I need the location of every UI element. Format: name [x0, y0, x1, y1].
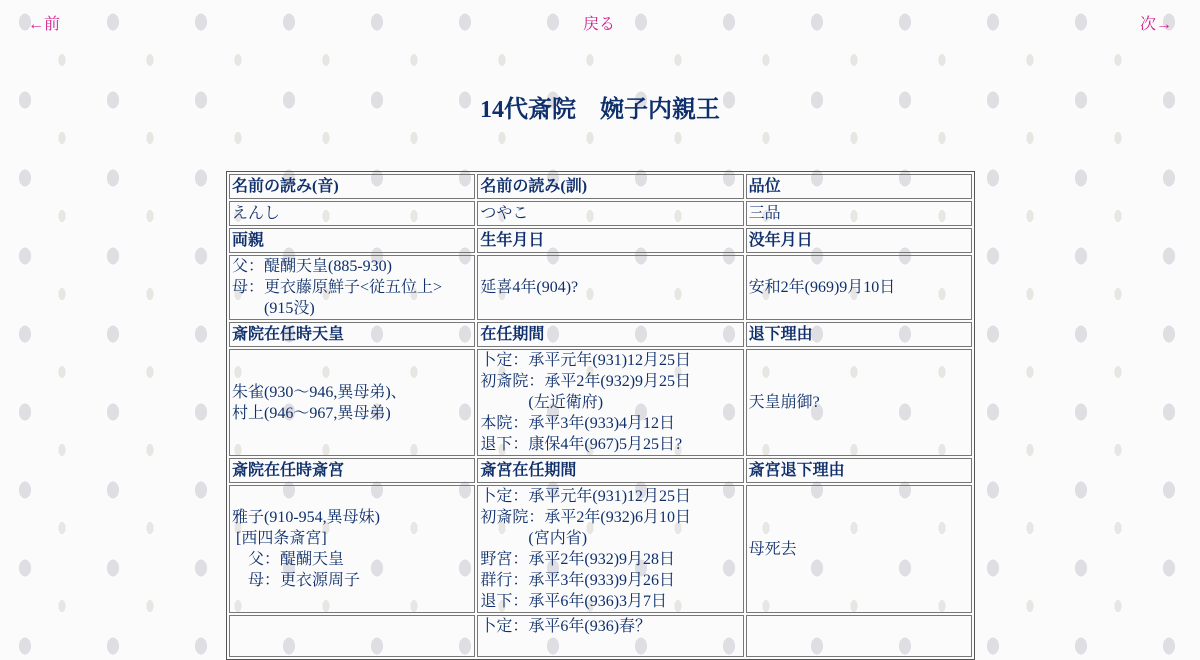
header-saigu-term: 斎宮在任期間	[477, 458, 743, 483]
table-row	[229, 255, 972, 320]
term-line: (左近衛府)	[528, 394, 604, 411]
cell-rank: 三品	[746, 201, 972, 226]
header-reading-kun: 名前の読み(訓)	[477, 174, 743, 199]
back-link[interactable]: 戻る	[583, 16, 616, 33]
header-retire-reason: 退下理由	[746, 322, 972, 347]
header-parents: 両親	[229, 228, 475, 253]
saigu-term-line: 群行：承平3年(933)9月26日	[480, 572, 676, 589]
saigu-term-line: (宮内省)	[528, 530, 588, 547]
saigu-line: 母：更衣源周子	[248, 572, 361, 589]
cell-saigu-reason: 母死去	[746, 485, 972, 613]
page-title: 14代斎院 婉子内親王	[480, 97, 720, 123]
table-row	[229, 485, 972, 613]
cell-birth: 延喜4年(904)?	[477, 255, 743, 320]
cell-term	[477, 349, 743, 456]
saigu-line: 父：醍醐天皇	[248, 551, 345, 568]
table-row	[229, 458, 972, 483]
header-death: 没年月日	[746, 228, 972, 253]
saigu-line: [西四条斎宮]	[236, 530, 327, 547]
table-row	[229, 174, 972, 199]
cell-death: 安和2年(969)9月10日	[746, 255, 972, 320]
term-line: 本院：承平3年(933)4月12日	[480, 415, 676, 432]
cell-parents	[229, 255, 475, 320]
emperor-2: 村上(946～967,異母弟)	[232, 404, 391, 422]
cell-saigu-reason-2	[746, 615, 972, 657]
cell-saigu-term-2	[477, 615, 743, 657]
saigu-line: 雅子(910-954,異母妹)	[232, 509, 380, 526]
header-saigu: 斎院在任時斎宮	[229, 458, 475, 483]
cell-retire-reason: 天皇崩御?	[746, 349, 972, 456]
next-link[interactable]: 次→	[1139, 16, 1172, 33]
prev-link[interactable]: ←前	[28, 16, 61, 33]
table-row	[229, 201, 972, 226]
table-row	[229, 228, 972, 253]
cell-saigu-term	[477, 485, 743, 613]
term-line: 退下：康保4年(967)5月25日?	[480, 436, 683, 453]
header-saigu-reason: 斎宮退下理由	[746, 458, 972, 483]
table-row	[229, 349, 972, 456]
table-row	[229, 615, 972, 657]
cell-saigu-2	[229, 615, 475, 657]
mother-note: (915没)	[264, 300, 315, 317]
cell-reading-kun: つやこ	[477, 201, 743, 226]
header-term: 在任期間	[477, 322, 743, 347]
saigu-term-line: 退下：承平6年(936)3月7日	[480, 593, 668, 610]
mother-text: 母：更衣藤原鮮子<従五位上>	[232, 279, 443, 296]
info-table	[226, 171, 975, 660]
saigu-term-line: 卜定：承平6年(936)春？	[480, 618, 652, 635]
cell-emperor	[229, 349, 475, 456]
emperor-1: 朱雀(930～946,異母弟)、	[232, 383, 407, 401]
table-row	[229, 322, 972, 347]
cell-saigu	[229, 485, 475, 613]
header-emperor: 斎院在任時天皇	[229, 322, 475, 347]
header-birth: 生年月日	[477, 228, 743, 253]
header-reading-on: 名前の読み(音)	[229, 174, 475, 199]
father-text: 父：醍醐天皇(885-930)	[232, 258, 392, 275]
saigu-term-line: 野宮：承平2年(932)9月28日	[480, 551, 676, 568]
term-line: 卜定：承平元年(931)12月25日	[480, 352, 692, 369]
term-line: 初斎院：承平2年(932)9月25日	[480, 373, 692, 390]
saigu-term-line: 卜定：承平元年(931)12月25日	[480, 488, 692, 505]
header-rank: 品位	[746, 174, 972, 199]
cell-reading-on: えんし	[229, 201, 475, 226]
saigu-term-line: 初斎院：承平2年(932)6月10日	[480, 509, 692, 526]
